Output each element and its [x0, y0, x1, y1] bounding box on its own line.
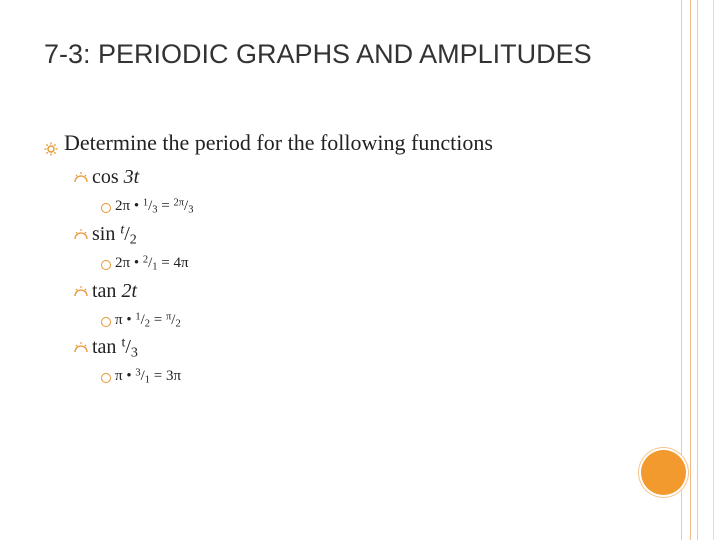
sun-small-bullet-icon: [74, 342, 88, 353]
solution-lead: 2π •: [115, 255, 143, 271]
fraction-numerator: 3: [135, 367, 141, 379]
solution-lead: π •: [115, 312, 136, 328]
border-line: [697, 0, 698, 540]
fraction-numerator: 1: [135, 311, 141, 323]
border-line: [690, 0, 691, 540]
fraction-denominator: 1: [152, 261, 158, 273]
sun-small-bullet-icon: [74, 286, 88, 297]
fraction-numerator: π: [165, 311, 172, 323]
circle-bullet-icon: [101, 317, 111, 327]
equals-sign: =: [150, 312, 166, 328]
circle-bullet-icon: [101, 260, 111, 270]
prompt-text: Determine the period for the following functions: [64, 130, 493, 155]
solution-lead: π •: [115, 368, 136, 384]
circle-bullet-icon: [101, 203, 111, 213]
fraction-denominator: 2: [144, 318, 150, 330]
fraction-denominator: 3: [130, 345, 138, 361]
function-name: sin: [92, 223, 116, 245]
border-line: [713, 0, 714, 540]
solution-result: = 3π: [150, 368, 182, 384]
sun-small-bullet-icon: [74, 229, 88, 240]
equals-sign: =: [157, 198, 174, 214]
solution-lead: 2π •: [115, 198, 143, 214]
function-name: tan: [92, 280, 117, 302]
function-name: cos: [92, 166, 119, 188]
function-arg: 3t: [123, 166, 140, 188]
function-arg: 2t: [121, 280, 137, 302]
fraction-numerator: 1: [142, 197, 149, 209]
fraction-denominator: 2: [129, 232, 137, 248]
fraction-denominator: 1: [144, 374, 150, 386]
orange-circle-decoration: [641, 450, 686, 495]
fraction-numerator: 2: [142, 254, 149, 266]
solution-result: = 4π: [157, 255, 189, 271]
slide-title: 7-3: PERIODIC GRAPHS AND AMPLITUDES: [44, 39, 592, 69]
fraction-denominator: 3: [188, 204, 194, 216]
fraction-numerator: t: [120, 222, 125, 238]
fraction-numerator: 2π: [173, 197, 185, 209]
circle-bullet-icon: [101, 373, 111, 383]
fraction-denominator: 2: [175, 318, 181, 330]
sun-bullet-icon: [44, 142, 58, 156]
function-name: tan: [92, 336, 117, 358]
fraction-numerator: t: [121, 335, 126, 351]
sun-small-bullet-icon: [74, 172, 88, 183]
slide: 7-3: PERIODIC GRAPHS AND AMPLITUDES Determine the period for the following functions cos 3t 2π • $^1/_3 = ^{2\pi}/_3$ $\sin ^t/_2$ 2π • $^2/_1 = 4\pi$ tan 2t π • $^1/_2 = ^\pi/_2$ $\tan ^t/_3$ π • $^3/_1 = 3\pi$: [0, 0, 720, 540]
fraction-denominator: 3: [152, 204, 158, 216]
